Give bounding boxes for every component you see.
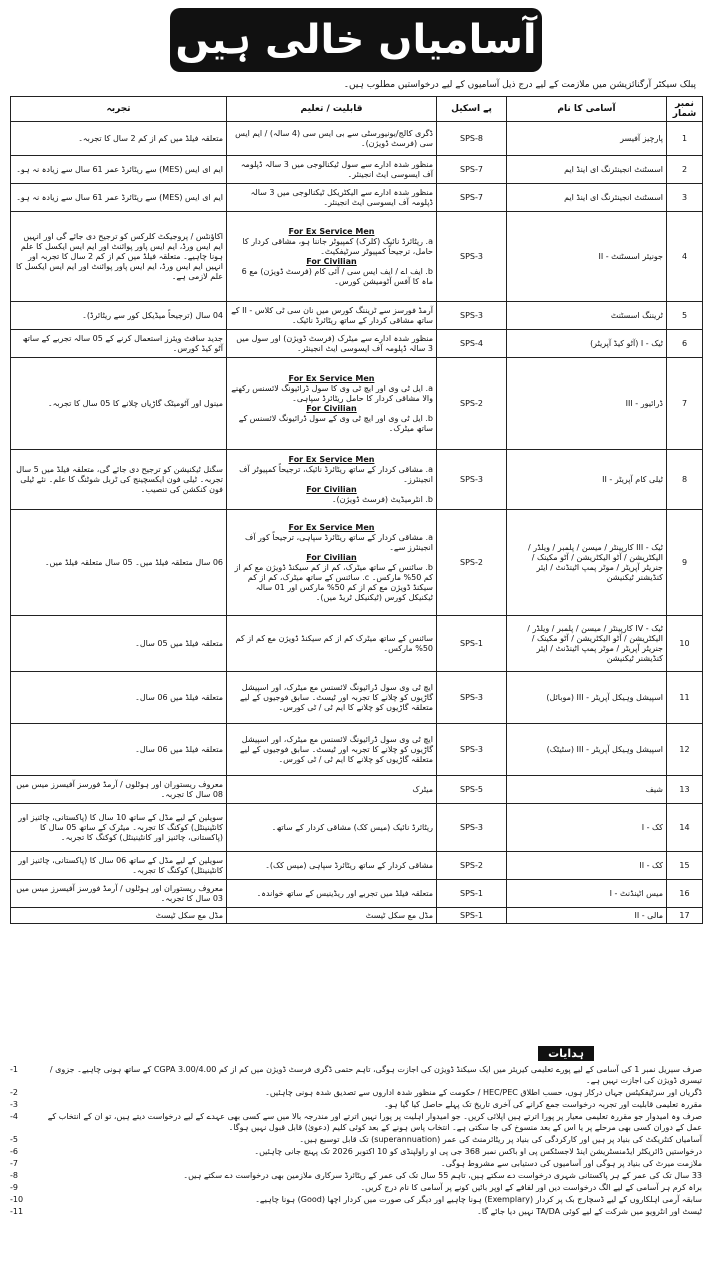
- serial-cell: 2: [667, 156, 703, 184]
- note-item: [10, 1064, 702, 1086]
- qual-heading: For Ex Service Men: [288, 373, 375, 383]
- header-qualification: قابلیت / تعلیم: [227, 97, 437, 122]
- table-row: [11, 804, 703, 852]
- qual-option-a: a. مشاقی کردار کے ساتھ ریٹائرڈ نائیک، ترجیحاً کمپیوٹر آف انجینئرز۔: [239, 464, 433, 484]
- header-scale: پے اسکیل: [437, 97, 507, 122]
- qualification-cell: ریٹائرڈ نائیک (میس کک) مشاقی کردار کے ساتھ۔: [227, 804, 437, 852]
- note-number: -10: [10, 1195, 24, 1204]
- note-text: براہ کرم ہر آسامی کے لیے الگ درخواست دیں اور لفافے کے اوپر بائیں کونے پر آسامی کا نام درج کریں۔: [360, 1183, 702, 1192]
- scale-cell: SPS-5: [437, 776, 507, 804]
- scale-cell: SPS-2: [437, 358, 507, 450]
- serial-cell: 6: [667, 330, 703, 358]
- post-cell: میس اٹینڈنٹ - I: [507, 880, 667, 908]
- table-row: [11, 724, 703, 776]
- scale-cell: SPS-1: [437, 908, 507, 924]
- qualification-cell: مشاقی کردار کے ساتھ ریٹائرڈ سپاہی (میس کک)۔: [227, 852, 437, 880]
- qual-option-a: a. ریٹائرڈ نائیک (کلرک) کمپیوٹر جاننا ہو، مشاقی کردار کا حامل، ترجیحاً کمپیوٹر سرٹیفکیٹ۔: [242, 236, 433, 256]
- scale-cell: SPS-8: [437, 122, 507, 156]
- scale-cell: SPS-7: [437, 156, 507, 184]
- post-cell: پارچیز آفیسر: [507, 122, 667, 156]
- post-cell: کک - I: [507, 804, 667, 852]
- qual-option-b: b. ایل ٹی وی اور ایچ ٹی وی کے سول ڈرائیونگ لائسنس کے ساتھ میٹرک۔: [238, 413, 433, 433]
- page-banner: [170, 8, 542, 72]
- scale-cell: SPS-2: [437, 510, 507, 616]
- note-number: -2: [10, 1088, 18, 1097]
- post-cell: کک - II: [507, 852, 667, 880]
- scale-cell: SPS-3: [437, 804, 507, 852]
- table-row: [11, 616, 703, 672]
- note-text: سابقہ آرمی اہلکاروں کے لیے ڈسچارج بک پر کردار (Exemplary) ہونا چاہیے اور دیگر کی صورت میں کردار اچھا (Good) ہونا چاہیے۔: [255, 1195, 702, 1204]
- post-cell: ٹریننگ اسسٹنٹ: [507, 302, 667, 330]
- experience-cell: متعلقہ فیلڈ میں کم از کم 2 سال کا تجربہ۔: [11, 122, 227, 156]
- table-row: [11, 212, 703, 302]
- scale-cell: SPS-3: [437, 302, 507, 330]
- scale-cell: SPS-3: [437, 672, 507, 724]
- note-number: -9: [10, 1183, 18, 1192]
- note-number: -7: [10, 1159, 18, 1168]
- qual-heading: For Civilian: [306, 552, 357, 562]
- table-row: [11, 450, 703, 510]
- table-row: [11, 156, 703, 184]
- post-cell: اسسٹنٹ انجینئرنگ ای اینڈ ایم: [507, 156, 667, 184]
- qual-option-a: a. ایل ٹی وی اور ایچ ٹی وی کا سول ڈرائیونگ لائسنس رکھنے والا مشاقی کردار کا حامل ریٹائرڈ سپاہی۔: [231, 383, 433, 403]
- serial-cell: 11: [667, 672, 703, 724]
- header-post: آسامی کا نام: [507, 97, 667, 122]
- qualification-cell: [227, 212, 437, 302]
- experience-cell: سگنل ٹیکنیشن کو ترجیح دی جائے گی، متعلقہ فیلڈ میں 5 سال تجربہ۔ ٹیلی فون ایکسچینج کی ٹربل شوٹنگ کا علم۔ نئے ٹیلی فون کنکشن کی تنصیب۔: [11, 450, 227, 510]
- qualification-cell: ایچ ٹی وی سول ڈرائیونگ لائسنس مع میٹرک، اور اسپیشل گاڑیوں کو چلانے کا تجربہ اور ٹیسٹ۔ سابق فوجیوں کے لیے متعلقہ گاڑیوں کو چلانے کا ایم ٹی / ٹی کورس۔: [227, 724, 437, 776]
- serial-cell: 10: [667, 616, 703, 672]
- post-cell: ڈرائیور - III: [507, 358, 667, 450]
- serial-cell: 14: [667, 804, 703, 852]
- intro-text: پبلک سیکٹر آرگنائزیشن میں ملازمت کے لیے درج ذیل آسامیوں کے لیے درخواستیں مطلوب ہیں۔: [343, 80, 696, 90]
- experience-cell: ایم ای ایس (MES) سے ریٹائرڈ عمر 61 سال سے زیادہ نہ ہو۔: [11, 184, 227, 212]
- note-item: [10, 1170, 702, 1181]
- post-cell: جونیئر اسسٹنٹ - II: [507, 212, 667, 302]
- qual-option-b: b. انٹرمیڈیٹ (فرسٹ ڈویژن)۔: [331, 494, 433, 504]
- note-number: -5: [10, 1135, 18, 1144]
- table-row: [11, 330, 703, 358]
- note-item: [10, 1134, 702, 1145]
- qual-heading: For Civilian: [306, 484, 357, 494]
- scale-cell: SPS-4: [437, 330, 507, 358]
- serial-cell: 7: [667, 358, 703, 450]
- table-row: [11, 776, 703, 804]
- qual-heading: For Civilian: [306, 256, 357, 266]
- serial-cell: 16: [667, 880, 703, 908]
- qualification-cell: [227, 450, 437, 510]
- header-experience: تجربہ: [11, 97, 227, 122]
- table-row: [11, 122, 703, 156]
- qualification-cell: منظور شدہ ادارے سے میٹرک (فرسٹ ڈویژن) اور سول میں 3 سالہ ڈپلومہ آف ایسوسی ایٹ انجینئر۔: [227, 330, 437, 358]
- post-cell: ٹیک - I (آٹو کیڈ آپریٹر): [507, 330, 667, 358]
- note-text: صرف وہ امیدوار جو مقررہ تعلیمی معیار پر پورا اترتے ہیں اپلائی کریں۔ جو امیدوار اہلیت پر پورا نہیں اترتے اور مندرجہ بالا میں سے کسی بھی عہدے کے لیے درخواست دیتے ہیں، تو ان کے انتخاب کے عمل کے دوران کسی بھی مرحلے پر یا اس کے بعد منسوخ کی جا سکتی ہے۔ انتخاب پاس ہونے کے بعد کوئی کلیم (دعویٰ) قابل قبول نہیں ہوگا۔: [47, 1112, 702, 1132]
- qual-heading: For Civilian: [306, 403, 357, 413]
- qual-heading: For Ex Service Men: [288, 454, 375, 464]
- scale-cell: SPS-3: [437, 212, 507, 302]
- table-row: [11, 880, 703, 908]
- serial-cell: 17: [667, 908, 703, 924]
- serial-cell: 15: [667, 852, 703, 880]
- table-header-row: [11, 97, 703, 122]
- note-text: ڈگریاں اور سرٹیفکیٹس جہاں درکار ہوں، حسب اطلاق HEC/PEC / حکومت کے منظور شدہ اداروں سے تصدیق شدہ ہونی چاہئیں۔: [265, 1088, 702, 1097]
- qualification-cell: میٹرک: [227, 776, 437, 804]
- serial-cell: 5: [667, 302, 703, 330]
- serial-cell: 12: [667, 724, 703, 776]
- note-text: آسامیاں کنٹریکٹ کی بنیاد پر ہیں اور کارکردگی کی بنیاد پر ریٹائرمنٹ کی عمر (superannuation) تک قابل توسیع ہیں۔: [299, 1135, 702, 1144]
- note-number: -6: [10, 1147, 18, 1156]
- experience-cell: 06 سال متعلقہ فیلڈ میں۔ 05 سال متعلقہ فیلڈ میں۔: [11, 510, 227, 616]
- qualification-cell: متعلقہ فیلڈ میں تجربے اور ریڈینیس کے ساتھ خواندہ۔: [227, 880, 437, 908]
- post-cell: ٹیک - III کارپینٹر / میسن / پلمبر / ویلڈر / الیکٹریشن / آٹو الیکٹریشن / آٹو مکینک / جنریٹر آپریٹر / موٹر پمپ اٹینڈنٹ / ایئر کنڈیشنر ٹیکنیشن: [507, 510, 667, 616]
- vacancy-table: [10, 96, 703, 924]
- qualification-cell: منظور شدہ ادارے سے الیکٹریکل ٹیکنالوجی میں 3 سالہ ڈپلومہ آف ایسوسی ایٹ انجینئر۔: [227, 184, 437, 212]
- qualification-cell: مڈل مع سکل ٹیسٹ: [227, 908, 437, 924]
- qual-heading: For Ex Service Men: [288, 226, 375, 236]
- scale-cell: SPS-3: [437, 450, 507, 510]
- scale-cell: SPS-1: [437, 616, 507, 672]
- qualification-cell: [227, 358, 437, 450]
- experience-cell: مڈل مع سکل ٹیسٹ: [11, 908, 227, 924]
- experience-cell: سویلین کے لیے مڈل کے ساتھ 10 سال کا (پاکستانی، چائنیز اور کانٹینینٹل) کوکنگ کا تجربہ۔ میٹرک کے ساتھ 05 سال کا (پاکستانی، چائنیز اور کانٹینینٹل) کوکنگ کا تجربہ۔: [11, 804, 227, 852]
- post-cell: اسسٹنٹ انجینئرنگ ای اینڈ ایم: [507, 184, 667, 212]
- qualification-cell: ڈگری کالج/یونیورسٹی سے بی ایس سی (4 سالہ) / ایم ایس سی (فرسٹ ڈویژن)۔: [227, 122, 437, 156]
- note-item: [10, 1206, 702, 1217]
- note-text: ٹیسٹ اور انٹرویو میں شرکت کے لیے کوئی TA/DA نہیں دیا جائے گا۔: [477, 1207, 702, 1216]
- serial-cell: 8: [667, 450, 703, 510]
- table-row: [11, 908, 703, 924]
- serial-cell: 4: [667, 212, 703, 302]
- page-title: آسامیاں خالی ہیں: [175, 17, 537, 63]
- qualification-cell: [227, 510, 437, 616]
- qual-option-b: b. ایف اے / ایف ایس سی / آئی کام (فرسٹ ڈویژن) مع 6 ماہ کا آفس آٹومیشن کورس۔: [241, 266, 433, 286]
- note-item: [10, 1099, 702, 1110]
- note-text: ملازمت میرٹ کی بنیاد پر ہوگی اور آسامیوں کی دستیابی سے مشروط ہوگی۔: [440, 1159, 702, 1168]
- serial-cell: 13: [667, 776, 703, 804]
- experience-cell: معروف ریستوران اور ہوٹلوں / آرمڈ فورسز آفیسرز میس میں 08 سال کا تجربہ۔: [11, 776, 227, 804]
- post-cell: ٹیک - IV کارپینٹر / میسن / پلمبر / ویلڈر / الیکٹریشن / آٹو الیکٹریشن / آٹو مکینک / جنریٹر آپریٹر / موٹر پمپ اٹینڈنٹ / ایئر کنڈیشنر ٹیکنیشن: [507, 616, 667, 672]
- experience-cell: سویلین کے لیے مڈل کے ساتھ 06 سال کا (پاکستانی، چائنیز اور کانٹینینٹل) کوکنگ کا تجربہ۔: [11, 852, 227, 880]
- note-number: -1: [10, 1065, 18, 1074]
- note-text: 33 سال تک کی عمر کے ہر پاکستانی شہری درخواست دے سکتے ہیں، تاہم 55 سال تک کی عمر کے ریٹائرڈ سرکاری ملازمین بھی درخواست دے سکتے ہیں۔: [183, 1171, 702, 1180]
- scale-cell: SPS-3: [437, 724, 507, 776]
- note-item: [10, 1194, 702, 1205]
- experience-cell: متعلقہ فیلڈ میں 06 سال۔: [11, 672, 227, 724]
- scale-cell: SPS-2: [437, 852, 507, 880]
- table-row: [11, 184, 703, 212]
- experience-cell: متعلقہ فیلڈ میں 05 سال۔: [11, 616, 227, 672]
- note-number: -4: [10, 1112, 18, 1121]
- experience-cell: ایم ای ایس (MES) سے ریٹائرڈ عمر 61 سال سے زیادہ نہ ہو۔: [11, 156, 227, 184]
- note-item: [10, 1146, 702, 1157]
- note-item: [10, 1111, 702, 1133]
- note-item: [10, 1182, 702, 1193]
- qual-heading: For Ex Service Men: [288, 522, 375, 532]
- note-text: مقررہ تعلیمی قابلیت اور تجربہ درخواست جمع کرانے کی آخری تاریخ تک پہلے حاصل کیا گیا ہو۔: [384, 1100, 702, 1109]
- qual-option-b: b. سائنس کے ساتھ میٹرک، کم از کم سیکنڈ ڈویژن مع کم از کم 50% مارکس۔ c. سائنس کے ساتھ میٹرک، کم از کم سیکنڈ ڈویژن مع کم از کم 50% مارکس اور 01 سالہ ٹیکنیکل کورس (ٹیکنیکل ٹریڈ میں)۔: [234, 562, 433, 602]
- experience-cell: 04 سال (ترجیحاً میڈیکل کور سے ریٹائرڈ)۔: [11, 302, 227, 330]
- post-cell: شیف: [507, 776, 667, 804]
- table-row: [11, 358, 703, 450]
- qual-option-a: a. مشاقی کردار کے ساتھ ریٹائرڈ سپاہی، ترجیحاً کور آف انجینئرز سے۔: [244, 532, 433, 552]
- note-text: صرف سیریل نمبر 1 کی آسامی کے لیے پورے تعلیمی کیریئر میں ایک سیکنڈ ڈویژن کی اجازت ہوگی، تاہم حتمی ڈگری فرسٹ ڈویژن میں کم از کم CGPA 3.00/4.00 کے ساتھ ہونی چاہیے۔ جزوی / تیسری ڈویژن کی اجازت نہیں ہے۔: [49, 1065, 702, 1085]
- experience-cell: متعلقہ فیلڈ میں 06 سال۔: [11, 724, 227, 776]
- table-row: [11, 510, 703, 616]
- qualification-cell: ایچ ٹی وی سول ڈرائیونگ لائسنس مع میٹرک، اور اسپیشل گاڑیوں کو چلانے کا تجربہ اور ٹیسٹ۔ سابق فوجیوں کے لیے متعلقہ گاڑیوں کو چلانے کا ایم ٹی / ٹی کورس۔: [227, 672, 437, 724]
- experience-cell: اکاؤنٹس / پروجیکٹ کلرکس کو ترجیح دی جائے گی اور انہیں ایم ایس ورڈ، ایم ایس پاور پوائنٹ اور ایم ایس ایکسل کا علم ہونا چاہیے۔ متعلقہ فیلڈ میں کم از کم 2 سال کا تجربہ اور انہیں ایم ایس ورڈ، ایم ایس پاور پوائنٹ اور ایم ایس ایکسل کا علم لازمی ہے۔: [11, 212, 227, 302]
- experience-cell: مینول اور آٹومیٹک گاڑیاں چلانے کا 05 سال کا تجربہ۔: [11, 358, 227, 450]
- qualification-cell: آرمڈ فورسز سے ٹریننگ کورس میں نان سی ٹی کلاس - II کے ساتھ مشاقی کردار کے ساتھ ریٹائرڈ نائیک۔: [227, 302, 437, 330]
- header-serial: نمبر شمار: [667, 97, 703, 122]
- note-number: -8: [10, 1171, 18, 1180]
- notes-title: ہدایات: [538, 1046, 594, 1061]
- note-item: [10, 1087, 702, 1098]
- note-number: -11: [10, 1207, 24, 1216]
- post-cell: اسپیشل وہیکل آپریٹر - III (سٹیٹک): [507, 724, 667, 776]
- qualification-cell: سائنس کے ساتھ میٹرک کم از کم سیکنڈ ڈویژن مع کم از کم 50% مارکس۔: [227, 616, 437, 672]
- scale-cell: SPS-1: [437, 880, 507, 908]
- scale-cell: SPS-7: [437, 184, 507, 212]
- note-number: -3: [10, 1100, 18, 1109]
- experience-cell: جدید سافٹ ویئرز استعمال کرنے کے 05 سالہ تجربے کے ساتھ آٹو کیڈ کورس۔: [11, 330, 227, 358]
- post-cell: اسپیشل وہیکل آپریٹر - III (موبائل): [507, 672, 667, 724]
- notes-list: [10, 1064, 702, 1218]
- table-row: [11, 302, 703, 330]
- note-item: [10, 1158, 702, 1169]
- serial-cell: 9: [667, 510, 703, 616]
- qualification-cell: منظور شدہ ادارے سے سول ٹیکنالوجی میں 3 سالہ ڈپلومہ آف ایسوسی ایٹ انجینئر۔: [227, 156, 437, 184]
- experience-cell: معروف ریستوران اور ہوٹلوں / آرمڈ فورسز آفیسرز میس میں 03 سال کا تجربہ۔: [11, 880, 227, 908]
- table-row: [11, 852, 703, 880]
- note-text: درخواستیں ڈائریکٹر ایڈمنسٹریشن اینڈ لاجسٹکس پی او باکس نمبر 368 جی پی او راولپنڈی کو 10 اکتوبر 2026 تک پہنچ جانی چاہئیں۔: [254, 1147, 702, 1156]
- post-cell: ٹیلی کام آپریٹر - II: [507, 450, 667, 510]
- table-row: [11, 672, 703, 724]
- serial-cell: 3: [667, 184, 703, 212]
- serial-cell: 1: [667, 122, 703, 156]
- post-cell: مالی - II: [507, 908, 667, 924]
